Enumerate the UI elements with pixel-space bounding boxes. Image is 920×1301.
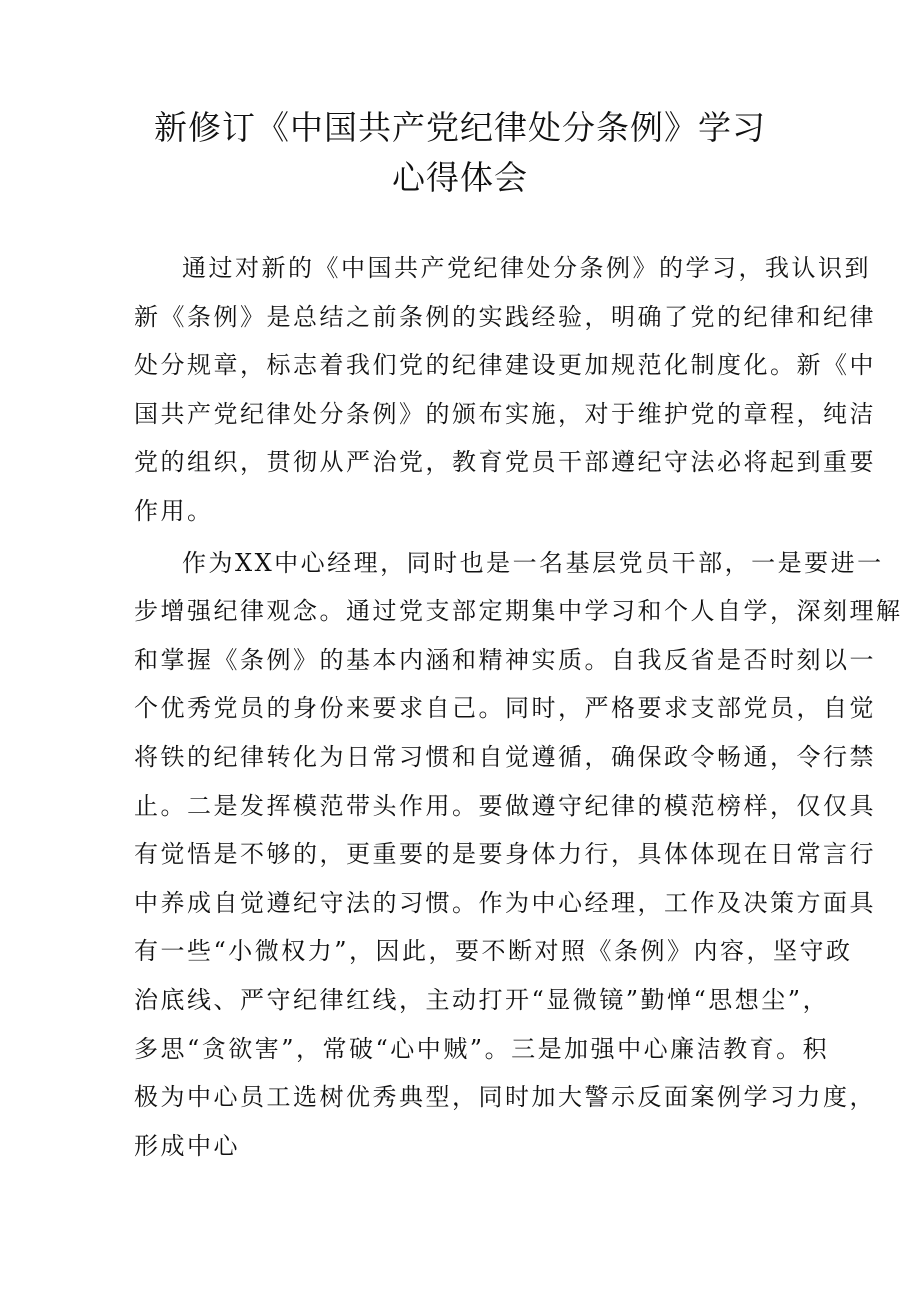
- text-line: 形成中心: [134, 1131, 240, 1160]
- text-line: 有一些“小微权力”，因此，要不断对照《条例》内容，坚守政: [134, 937, 853, 966]
- document-body: [134, 244, 903, 1173]
- text-line: 作用。: [134, 496, 214, 525]
- text-line: 处分规章，标志着我们党的纪律建设更加规范化制度化。新《中: [134, 351, 876, 380]
- text-line: 有觉悟是不够的，更重要的是要身体力行，具体体现在日常言行: [134, 840, 876, 869]
- paragraph-2: [134, 539, 903, 1171]
- title-line-2: 心得体会: [392, 158, 528, 197]
- paragraph-1: [134, 244, 876, 536]
- title-line-1: 新修订《中国共产党纪律处分条例》学习: [154, 108, 766, 147]
- text-line: 中养成自觉遵纪守法的习惯。作为中心经理，工作及决策方面具: [134, 888, 876, 917]
- text-line: 和掌握《条例》的基本内涵和精神实质。自我反省是否时刻以一: [134, 645, 876, 674]
- text-line: 治底线、严守纪律红线，主动打开“显微镜”勤惮“思想尘”，: [134, 985, 830, 1014]
- text-line: 多思“贪欲害”，常破“心中贼”。三是加强中心廉洁教育。积: [134, 1034, 830, 1063]
- text-line: 将铁的纪律转化为日常习惯和自觉遵循，确保政令畅通，令行禁: [134, 742, 876, 771]
- text-line: 党的组织，贯彻从严治党，教育党员干部遵纪守法必将起到重要: [134, 448, 876, 477]
- text-line: 作为XX中心经理，同时也是一名基层党员干部，一是要进一: [182, 548, 884, 577]
- text-line: 国共产党纪律处分条例》的颁布实施，对于维护党的章程，纯洁: [134, 399, 876, 428]
- text-line: 新《条例》是总结之前条例的实践经验，明确了党的纪律和纪律: [134, 302, 876, 331]
- text-line: 个优秀党员的身份来要求自己。同时，严格要求支部党员，自觉: [134, 694, 876, 723]
- text-line: 极为中心员工选树优秀典型，同时加大警示反面案例学习力度，: [134, 1083, 876, 1112]
- text-line: 止。二是发挥模范带头作用。要做遵守纪律的模范榜样，仅仅具: [134, 791, 876, 820]
- text-line: 步增强纪律观念。通过党支部定期集中学习和个人自学，深刻理解: [134, 597, 903, 626]
- text-line: 通过对新的《中国共产党纪律处分条例》的学习，我认识到: [182, 254, 871, 282]
- document-title: [80, 103, 840, 203]
